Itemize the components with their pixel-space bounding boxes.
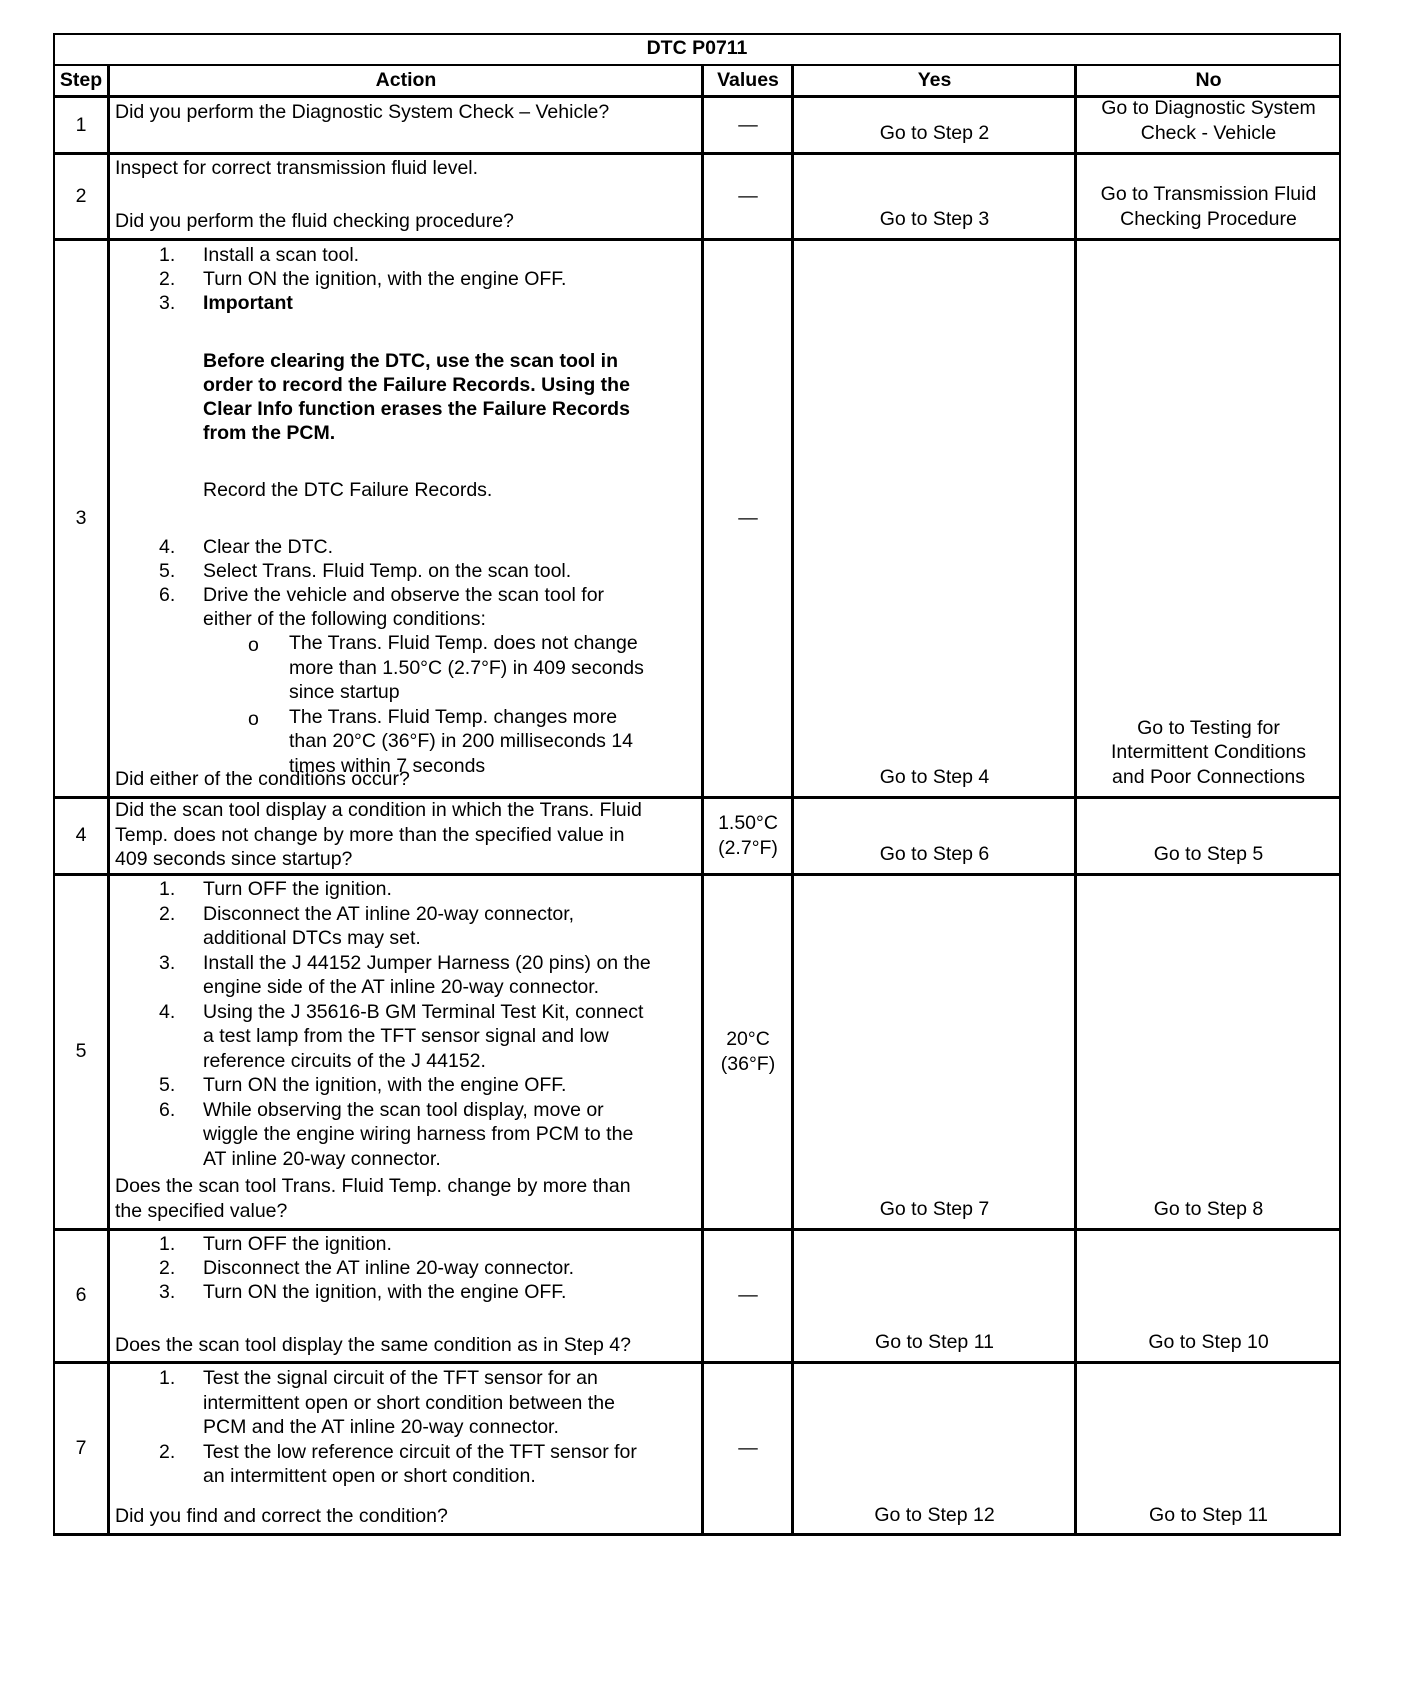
step-number: 2 (75, 184, 87, 207)
important-text: Before clearing the DTC, use the scan tool in (203, 350, 618, 372)
dtc-table (53, 33, 1341, 1666)
yes-cell: Go to Step 11 (875, 1330, 994, 1353)
action-text: Did the scan tool display a condition in which the Trans. Fluid (115, 799, 642, 821)
column-divider (107, 64, 110, 1535)
list-number: 3. (159, 1281, 176, 1303)
header-values: Values (717, 69, 779, 91)
list-item: either of the following conditions: (203, 608, 486, 630)
list-item: Install the J 44152 Jumper Harness (20 pins) on the (203, 951, 651, 974)
list-item: Turn OFF the ignition. (203, 1233, 392, 1255)
no-cell: Go to Testing for (1137, 716, 1280, 739)
header-step: Step (59, 69, 103, 91)
list-item: Clear the DTC. (203, 536, 334, 558)
yes-cell: Go to Step 4 (879, 765, 990, 788)
action-text: Did you perform the Diagnostic System Check – Vehicle? (115, 101, 610, 123)
title-divider (53, 64, 1341, 66)
bullet-marker: o (248, 634, 259, 656)
list-item: Disconnect the AT inline 20-way connector. (203, 1257, 575, 1279)
list-number: 4. (159, 536, 176, 558)
list-item: Disconnect the AT inline 20-way connector, (203, 902, 575, 925)
row-divider (53, 152, 1341, 155)
list-number: 6. (159, 584, 176, 606)
list-item: Test the signal circuit of the TFT sensor for an (203, 1367, 598, 1389)
list-number: 2. (159, 1440, 176, 1463)
action-question: Did either of the conditions occur? (115, 768, 410, 790)
action-question: the specified value? (115, 1199, 288, 1222)
values-cell: 20°C (726, 1028, 770, 1050)
no-cell: Go to Step 10 (1148, 1330, 1269, 1353)
no-cell: Go to Diagnostic System (1101, 97, 1316, 119)
action-question: Did you perform the fluid checking procedure? (115, 210, 514, 232)
list-number: 3. (159, 951, 176, 974)
important-text: Clear Info function erases the Failure Records (203, 398, 630, 420)
row-divider (53, 1228, 1341, 1231)
action-text: Inspect for correct transmission fluid level. (115, 157, 479, 179)
table-border-left (53, 33, 55, 1535)
list-item: Using the J 35616-B GM Terminal Test Kit, connect (203, 1000, 644, 1023)
values-cell: — (738, 1437, 758, 1460)
bullet-text: times within 7 seconds (289, 754, 486, 777)
list-item: reference circuits of the J 44152. (203, 1049, 486, 1072)
bullet-text: more than 1.50°C (2.7°F) in 409 seconds (289, 656, 644, 679)
list-item: Turn ON the ignition, with the engine OFF. (203, 1281, 567, 1303)
values-cell: — (738, 506, 758, 529)
list-item: intermittent open or short condition between the (203, 1391, 615, 1414)
step-number: 6 (75, 1284, 87, 1307)
values-cell: (36°F) (720, 1052, 776, 1075)
list-number: 1. (159, 244, 176, 266)
values-cell: (2.7°F) (718, 836, 778, 859)
list-item: a test lamp from the TFT sensor signal and low (203, 1025, 609, 1047)
yes-cell: Go to Step 12 (874, 1503, 995, 1526)
action-text: Temp. does not change by more than the specified value in (115, 823, 625, 846)
yes-cell: Go to Step 3 (879, 207, 990, 230)
no-cell: and Poor Connections (1112, 765, 1305, 788)
row-divider (53, 238, 1341, 241)
bullet-text: than 20°C (36°F) in 200 milliseconds 14 (289, 730, 634, 752)
list-item: While observing the scan tool display, move or (203, 1098, 604, 1121)
bullet-text: The Trans. Fluid Temp. does not change (289, 632, 638, 654)
list-item: an intermittent open or short condition. (203, 1465, 536, 1487)
list-number: 1. (159, 1233, 176, 1255)
important-text: from the PCM. (203, 422, 336, 444)
action-question: Does the scan tool Trans. Fluid Temp. change by more than (115, 1175, 631, 1197)
list-item: Test the low reference circuit of the TFT sensor for (203, 1440, 637, 1463)
yes-cell: Go to Step 6 (879, 842, 990, 865)
list-item: engine side of the AT inline 20-way connector. (203, 976, 600, 998)
table-title: DTC P0711 (646, 37, 748, 59)
list-number: 3. (159, 292, 176, 314)
values-cell: 1.50°C (718, 812, 778, 834)
header-action: Action (375, 69, 437, 91)
column-divider (1074, 64, 1077, 1535)
bullet-text: since startup (289, 681, 400, 703)
list-item: wiggle the engine wiring harness from PCM to the (203, 1123, 634, 1145)
list-item: AT inline 20-way connector. (203, 1147, 441, 1170)
action-question: Does the scan tool display the same condition as in Step 4? (115, 1334, 631, 1356)
no-cell: Go to Step 5 (1153, 842, 1264, 865)
list-item: Turn ON the ignition, with the engine OFF. (203, 1074, 567, 1096)
no-cell: Checking Procedure (1120, 207, 1297, 230)
header-no: No (1195, 69, 1222, 91)
record-text: Record the DTC Failure Records. (203, 479, 493, 501)
step-number: 5 (75, 1040, 87, 1063)
yes-cell: Go to Step 7 (879, 1197, 990, 1220)
list-item: Select Trans. Fluid Temp. on the scan tool. (203, 560, 572, 582)
yes-cell: Go to Step 2 (879, 121, 990, 144)
no-cell: Check - Vehicle (1140, 121, 1277, 144)
bullet-text: The Trans. Fluid Temp. changes more (289, 705, 618, 728)
list-number: 2. (159, 1257, 176, 1279)
bullet-marker: o (248, 707, 259, 730)
list-item: additional DTCs may set. (203, 927, 421, 949)
list-item: Install a scan tool. (203, 244, 360, 266)
row-divider (53, 873, 1341, 876)
values-cell: — (738, 184, 758, 207)
action-text: 409 seconds since startup? (115, 848, 353, 870)
list-number: 4. (159, 1000, 176, 1023)
step-number: 1 (75, 113, 87, 136)
step-number: 4 (75, 824, 87, 847)
column-divider (701, 64, 704, 1535)
header-yes: Yes (917, 69, 952, 91)
list-number: 5. (159, 1074, 176, 1096)
values-cell: — (738, 1284, 758, 1307)
no-cell: Go to Transmission Fluid (1100, 183, 1317, 205)
list-number: 1. (159, 1367, 176, 1389)
list-number: 2. (159, 902, 176, 925)
list-item: Turn ON the ignition, with the engine OFF. (203, 268, 567, 290)
important-text: order to record the Failure Records. Using the (203, 374, 630, 396)
step-number: 7 (75, 1437, 87, 1460)
step-number: 3 (75, 506, 87, 529)
list-item: Important (203, 292, 293, 314)
table-border-bottom (53, 1533, 1341, 1536)
row-divider (53, 1361, 1341, 1364)
column-divider (791, 64, 794, 1535)
no-cell: Intermittent Conditions (1110, 741, 1307, 763)
action-question: Did you find and correct the condition? (115, 1505, 448, 1527)
values-cell: — (738, 113, 758, 136)
list-item: Drive the vehicle and observe the scan tool for (203, 584, 605, 606)
list-number: 2. (159, 268, 176, 290)
no-cell: Go to Step 8 (1153, 1197, 1264, 1220)
list-number: 5. (159, 560, 176, 582)
list-item: PCM and the AT inline 20-way connector. (203, 1416, 559, 1438)
list-number: 6. (159, 1098, 176, 1121)
list-item: Turn OFF the ignition. (203, 878, 392, 900)
no-cell: Go to Step 11 (1149, 1503, 1268, 1526)
list-number: 1. (159, 878, 176, 900)
table-border-top (53, 33, 1341, 35)
